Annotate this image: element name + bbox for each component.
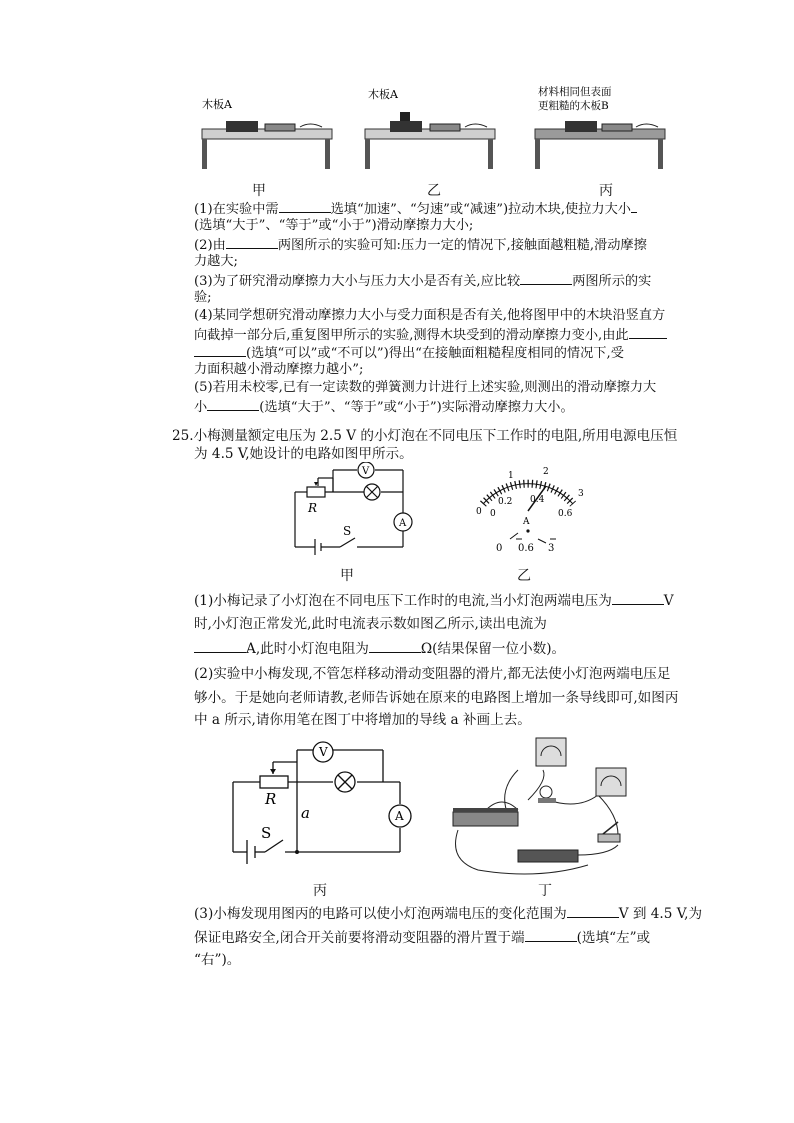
q25-p3-text-b: V 到 4.5 V,为 <box>618 906 703 922</box>
q25-part3-line3: “右”)。 <box>194 952 241 968</box>
scale-bottom-1: 0.2 <box>498 497 513 507</box>
scale-bottom-2: 0.4 <box>530 495 545 505</box>
q24-part2-line2: 力越大; <box>194 254 239 269</box>
q24-part1-line2: (选填“大于”、“等于”或“小于”)滑动摩擦力大小; <box>194 218 474 233</box>
lamp-device <box>540 786 552 798</box>
q25-p1-text-d: A,此时小灯泡电阻为 <box>246 641 369 657</box>
q24-part5-line1: (5)若用未校零,已有一定读数的弹簧测力计进行上述实验,则测出的滑动摩擦力大 <box>194 380 657 395</box>
q25-p1-text-a: (1)小梅记录了小灯泡在不同电压下工作时的电流,当小灯泡两端电压为 <box>194 593 612 609</box>
q24-p4-text-c: (选填“可以”或“不可以”)得出“在接触面粗糙程度相同的情况下,受 <box>246 346 624 361</box>
answer-blank[interactable] <box>279 198 331 213</box>
q24-part3-line1 <box>194 270 651 292</box>
q25-p1-text-e: Ω(结果保留一位小数)。 <box>420 641 566 657</box>
q25-p3-text-d: (选填“左”或 <box>576 930 651 946</box>
q24-part3-line2: 验; <box>194 290 212 305</box>
q25-part3-line2 <box>194 927 650 948</box>
q25-part2-line1: (2)实验中小梅发现,不管怎样移动滑动变阻器的滑片,都无法使小灯泡两端电压足 <box>194 666 671 682</box>
board-a-label-jia: 木板A <box>202 98 232 111</box>
board-a-label-yi: 木板A <box>368 88 398 101</box>
q24-part4-line1: (4)某同学想研究滑动摩擦力大小与受力面积是否有关,他将图甲中的木块沿竖直方 <box>194 308 666 323</box>
q25-part1-line3 <box>194 638 565 659</box>
board-b-label-line2: 更粗糙的木板B <box>538 100 609 112</box>
answer-blank[interactable] <box>520 270 572 285</box>
q25-p3-text-c: 保证电路安全,闭合开关前要将滑动变阻器的滑片置于端 <box>194 930 525 946</box>
answer-blank[interactable] <box>567 903 619 918</box>
resistor-label-bing: R <box>265 790 277 808</box>
switch-label: S <box>343 524 352 538</box>
circuit-photo-ding <box>448 730 648 878</box>
scale-bottom-0: 0 <box>490 509 496 519</box>
scale-top-2: 2 <box>543 467 549 477</box>
q25-part1-line1 <box>194 590 674 611</box>
figure-label-bing: 丙 <box>599 183 613 199</box>
switch-label-bing: S <box>261 824 272 842</box>
q25-p3-text-a: (3)小梅发现用图丙的电路可以使小灯泡两端电压的变化范围为 <box>194 906 567 922</box>
q25-part1-line2: 时,小灯泡正常发光,此时电流表示数如图乙所示,读出电流为 <box>194 616 547 632</box>
q24-p3-text-b: 两图所示的实 <box>572 274 652 289</box>
answer-blank[interactable] <box>369 638 421 653</box>
answer-blank[interactable] <box>207 396 259 411</box>
q24-part2-line1 <box>194 234 647 256</box>
answer-blank[interactable] <box>226 234 278 249</box>
q25-intro-line2: 为 4.5 V,她设计的电路如图甲所示。 <box>194 446 413 462</box>
figure-label-yi: 乙 <box>427 183 441 199</box>
terminal-06: 0.6 <box>518 543 534 554</box>
scale-top-3: 3 <box>578 489 584 499</box>
answer-blank[interactable] <box>631 198 637 213</box>
figure-label-bing-circuit: 丙 <box>313 883 327 899</box>
q24-p5-text-b: 小 <box>194 400 208 415</box>
q24-p4-text-b: 向截掉一部分后,重复图甲所示的实验,测得木块受到的滑动摩擦力变小,由此 <box>194 328 629 343</box>
q24-p5-text-c: (选填“大于”、“等于”或“小于”)实际滑动摩擦力大小。 <box>259 400 574 415</box>
answer-blank[interactable] <box>629 324 667 339</box>
ammeter-symbol: A <box>399 518 407 529</box>
voltmeter-symbol-bing: V <box>319 745 328 759</box>
voltmeter-device <box>536 738 566 766</box>
answer-blank[interactable] <box>194 342 246 357</box>
board-b-label-line1: 材料相同但表面 <box>538 86 612 98</box>
friction-panel-yi <box>365 87 495 169</box>
ammeter-symbol-bing: A <box>395 809 404 823</box>
rheostat-device <box>453 812 518 826</box>
circuit-diagram-bing <box>225 740 415 870</box>
wire-a-label: a <box>301 804 310 822</box>
scale-bottom-3: 0.6 <box>558 509 573 519</box>
figure-label-ding-circuit: 丁 <box>538 883 552 899</box>
figure-label-jia: 甲 <box>252 183 266 199</box>
q25-part3-line1 <box>194 903 702 924</box>
q25-intro-line1: 25.小梅测量额定电压为 2.5 V 的小灯泡在不同电压下工作时的电阻,所用电源电压恒 <box>172 428 678 444</box>
friction-panel-jia <box>202 97 332 169</box>
q24-p1-text-b: 选填“加速”、“匀速”或“减速”)拉动木块,使拉力大小 <box>330 202 631 217</box>
terminal-3: 3 <box>548 543 555 554</box>
ammeter-unit: A <box>523 517 530 527</box>
answer-blank[interactable] <box>194 638 246 653</box>
answer-blank[interactable] <box>525 927 577 942</box>
terminal-0: 0 <box>496 543 503 554</box>
q24-p2-text-a: (2)由 <box>194 238 226 253</box>
friction-panel-bing <box>535 85 665 169</box>
answer-blank[interactable] <box>612 590 664 605</box>
q24-p2-text-b: 两图所示的实验可知:压力一定的情况下,接触面越粗糙,滑动摩擦 <box>277 238 647 253</box>
scale-top-0: 0 <box>476 507 482 517</box>
scale-top-1: 1 <box>508 471 514 481</box>
q24-p1-text-a: (1)在实验中需 <box>194 202 279 217</box>
ammeter-dial-yi <box>458 466 598 556</box>
battery-device <box>518 850 578 862</box>
ammeter-device <box>596 768 626 796</box>
figure-label-jia-circuit: 甲 <box>340 568 354 584</box>
q25-part2-line2: 够小。于是她向老师请教,老师告诉她在原来的电路图上增加一条导线即可,如图丙 <box>194 690 679 706</box>
q25-part2-line3: 中 a 所示,请你用笔在图丁中将增加的导线 a 补画上去。 <box>194 712 531 728</box>
figure-label-yi-ammeter: 乙 <box>517 568 531 584</box>
voltmeter-symbol: V <box>362 466 370 477</box>
q24-p3-text-a: (3)为了研究滑动摩擦力大小与压力大小是否有关,应比较 <box>194 274 521 289</box>
q25-p1-text-b: V <box>663 593 674 609</box>
friction-experiment-figures <box>190 84 670 184</box>
q24-part4-line4: 力面积越小滑动摩擦力越小”; <box>194 362 364 377</box>
switch-device[interactable] <box>598 834 620 842</box>
resistor-label: R <box>308 501 318 515</box>
q24-part5-line2 <box>194 396 574 418</box>
circuit-diagram-jia <box>285 462 415 557</box>
